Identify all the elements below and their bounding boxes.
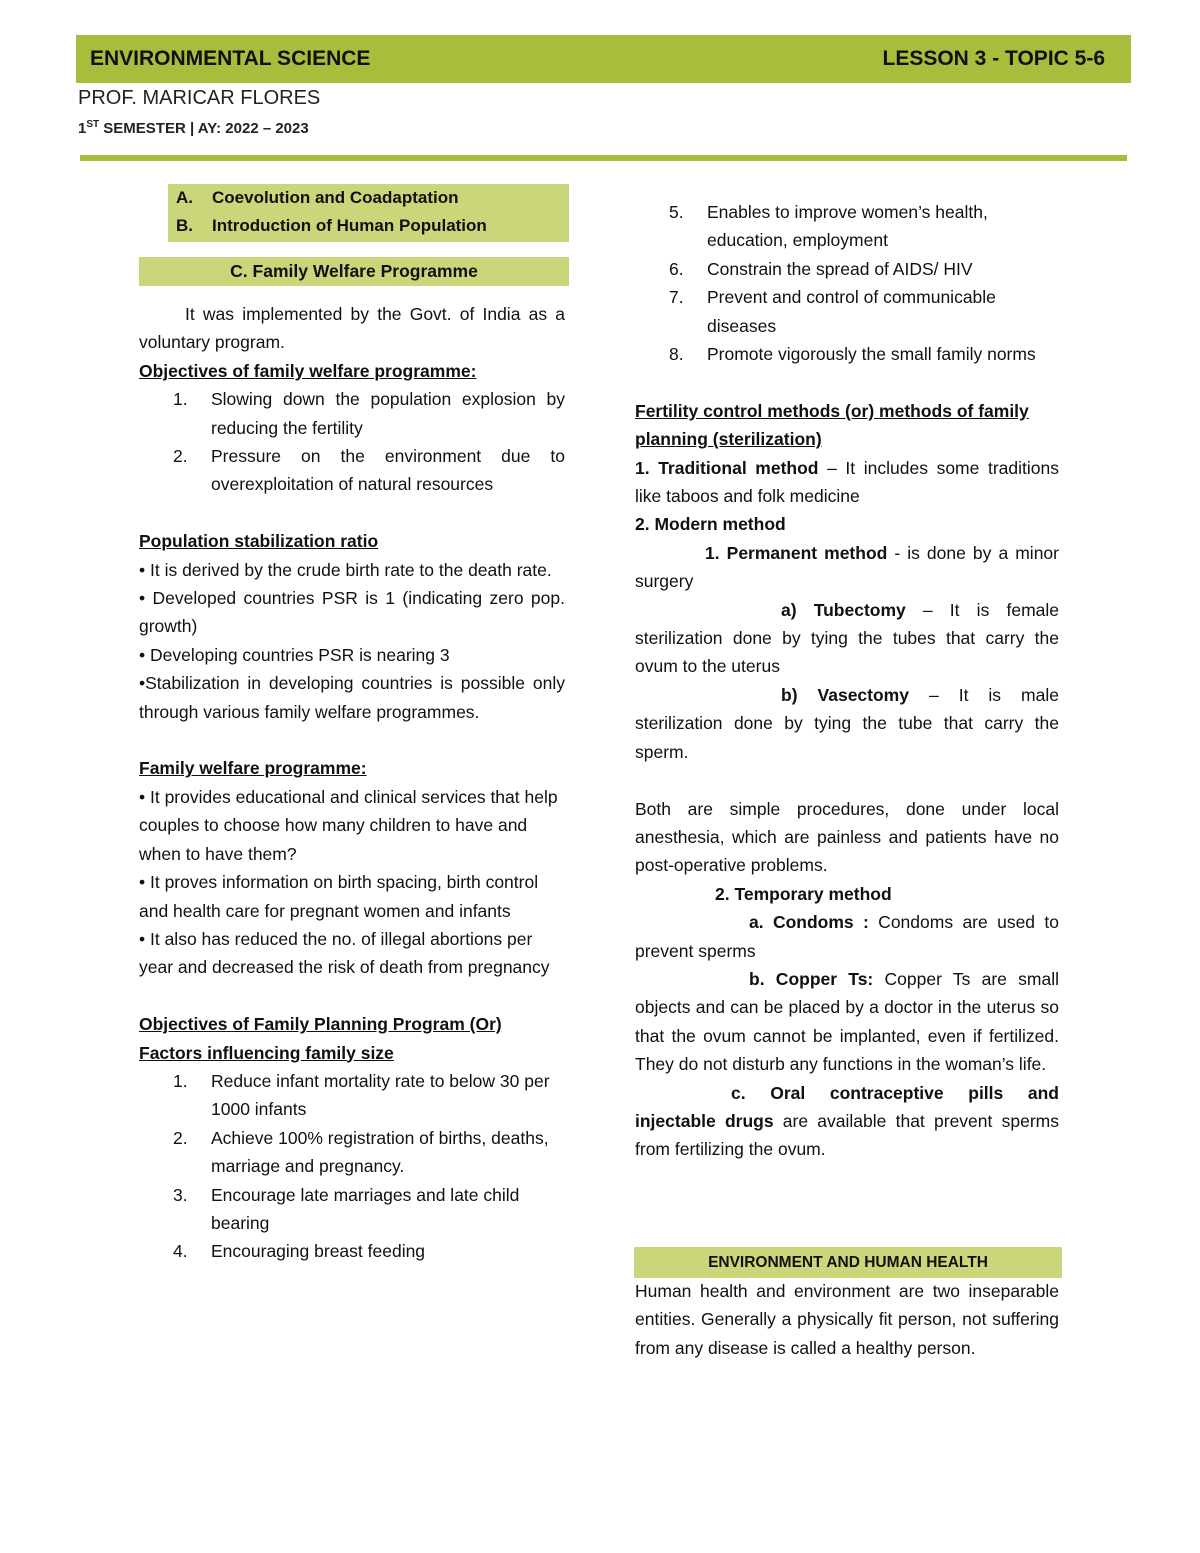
psr-bullet: • Developed countries PSR is 1 (indicating zero pop. growth) xyxy=(139,588,565,637)
fwp-heading: Family welfare programme: xyxy=(139,758,367,779)
list-item: 8. Promote vigorously the small family norms xyxy=(669,344,1036,365)
subject-title: ENVIRONMENTAL SCIENCE xyxy=(90,47,371,70)
fwp-bullet: • It proves information on birth spacing, birth control and health care for pregnant women and infants xyxy=(139,872,539,921)
traditional-method: 1. Traditional method – It includes some traditions like taboos and folk medicine xyxy=(635,457,1059,507)
psr-bullet: •Stabilization in developing countries is possible only through various family welfare programmes. xyxy=(139,673,565,722)
health-section-heading: ENVIRONMENT AND HUMAN HEALTH xyxy=(634,1247,1062,1278)
list-item: 2. Achieve 100% registration of births, deaths, marriage and pregnancy. xyxy=(173,1127,549,1177)
psr-bullet: • Developing countries PSR is nearing 3 xyxy=(139,644,450,665)
semester-line: 1ST SEMESTER | AY: 2022 – 2023 xyxy=(78,119,309,137)
left-column xyxy=(139,300,565,1266)
fertility-heading: Fertility control methods (or) methods of family planning (sterilization) xyxy=(635,400,1029,450)
temporary-method-heading: 2. Temporary method xyxy=(715,883,892,904)
vasectomy: b) Vasectomy – It is male sterilization done by tying the tube that carry the sperm. xyxy=(635,684,1059,762)
list-item: 3. Encourage late marriages and late child bearing xyxy=(173,1184,520,1233)
objectives-heading: Objectives of family welfare programme: xyxy=(139,360,477,381)
procedures-paragraph: Both are simple procedures, done under local anesthesia, which are painless and patients have no post-operative problems. xyxy=(635,798,1059,876)
topic-item-b: B. Introduction of Human Population xyxy=(176,216,487,235)
fpp-subheading: Factors influencing family size xyxy=(139,1042,394,1063)
health-paragraph: Human health and environment are two inseparable entities. Generally a physically fit person, not suffering from any disease is called a healthy person. xyxy=(635,1281,1059,1358)
list-item: 4. Encouraging breast feeding xyxy=(173,1241,426,1262)
intro-paragraph: It was implemented by the Govt. of India as a voluntary program. xyxy=(139,304,565,353)
topic-item-a: A. Coevolution and Coadaptation xyxy=(176,188,459,207)
lesson-title: LESSON 3 - TOPIC 5-6 xyxy=(882,47,1105,70)
objectives-list xyxy=(139,385,565,499)
fwp-bullet: • It provides educational and clinical services that help couples to choose how many children to have and when to have them? xyxy=(139,786,558,864)
section-c-heading: C. Family Welfare Programme xyxy=(139,257,569,286)
modern-method-heading: 2. Modern method xyxy=(635,514,786,535)
list-item: 5. Enables to improve women’s health, education, employment xyxy=(669,202,988,251)
topic-list xyxy=(168,184,569,242)
condoms: a. Condoms : Condoms are used to prevent sperms xyxy=(635,912,1059,961)
fpp-heading: Objectives of Family Planning Program (Or) xyxy=(139,1014,502,1035)
fwp-bullet: • It also has reduced the no. of illegal abortions per year and decreased the risk of death from pregnancy xyxy=(139,928,550,978)
health-column xyxy=(635,1277,1059,1362)
header-bar xyxy=(76,35,1131,83)
header-divider xyxy=(80,155,1127,161)
psr-heading: Population stabilization ratio xyxy=(139,531,379,552)
psr-bullet: • It is derived by the crude birth rate to the death rate. xyxy=(139,559,552,580)
fpp-list xyxy=(139,1067,565,1266)
right-column xyxy=(635,198,1059,1164)
tubectomy: a) Tubectomy – It is female sterilization done by tying the tubes that carry the ovum to the uterus xyxy=(635,599,1059,677)
oral-contraceptives: c. Oral contraceptive pills and injectable drugs are available that prevent sperms from fertilizing the ovum. xyxy=(635,1082,1059,1160)
list-item: 1. Reduce infant mortality rate to below 30 per 1000 infants xyxy=(173,1070,550,1120)
list-item: 2. Pressure on the environment due to overexploitation of natural resources xyxy=(173,446,565,495)
list-item: 7. Prevent and control of communicable diseases xyxy=(669,287,996,336)
permanent-method: 1. Permanent method - is done by a minor surgery xyxy=(635,542,1059,592)
list-item: 1. Slowing down the population explosion by reducing the fertility xyxy=(173,389,565,438)
list-item: 6. Constrain the spread of AIDS/ HIV xyxy=(669,258,973,279)
professor-name: PROF. MARICAR FLORES xyxy=(78,87,321,109)
copper-ts: b. Copper Ts: Copper Ts are small objects and can be placed by a doctor in the uterus so that the ovum cannot be implanted, even if fertilized. They do not disturb any functions in the woman’s life. xyxy=(635,968,1059,1075)
fpp-list-continued xyxy=(635,198,1059,368)
